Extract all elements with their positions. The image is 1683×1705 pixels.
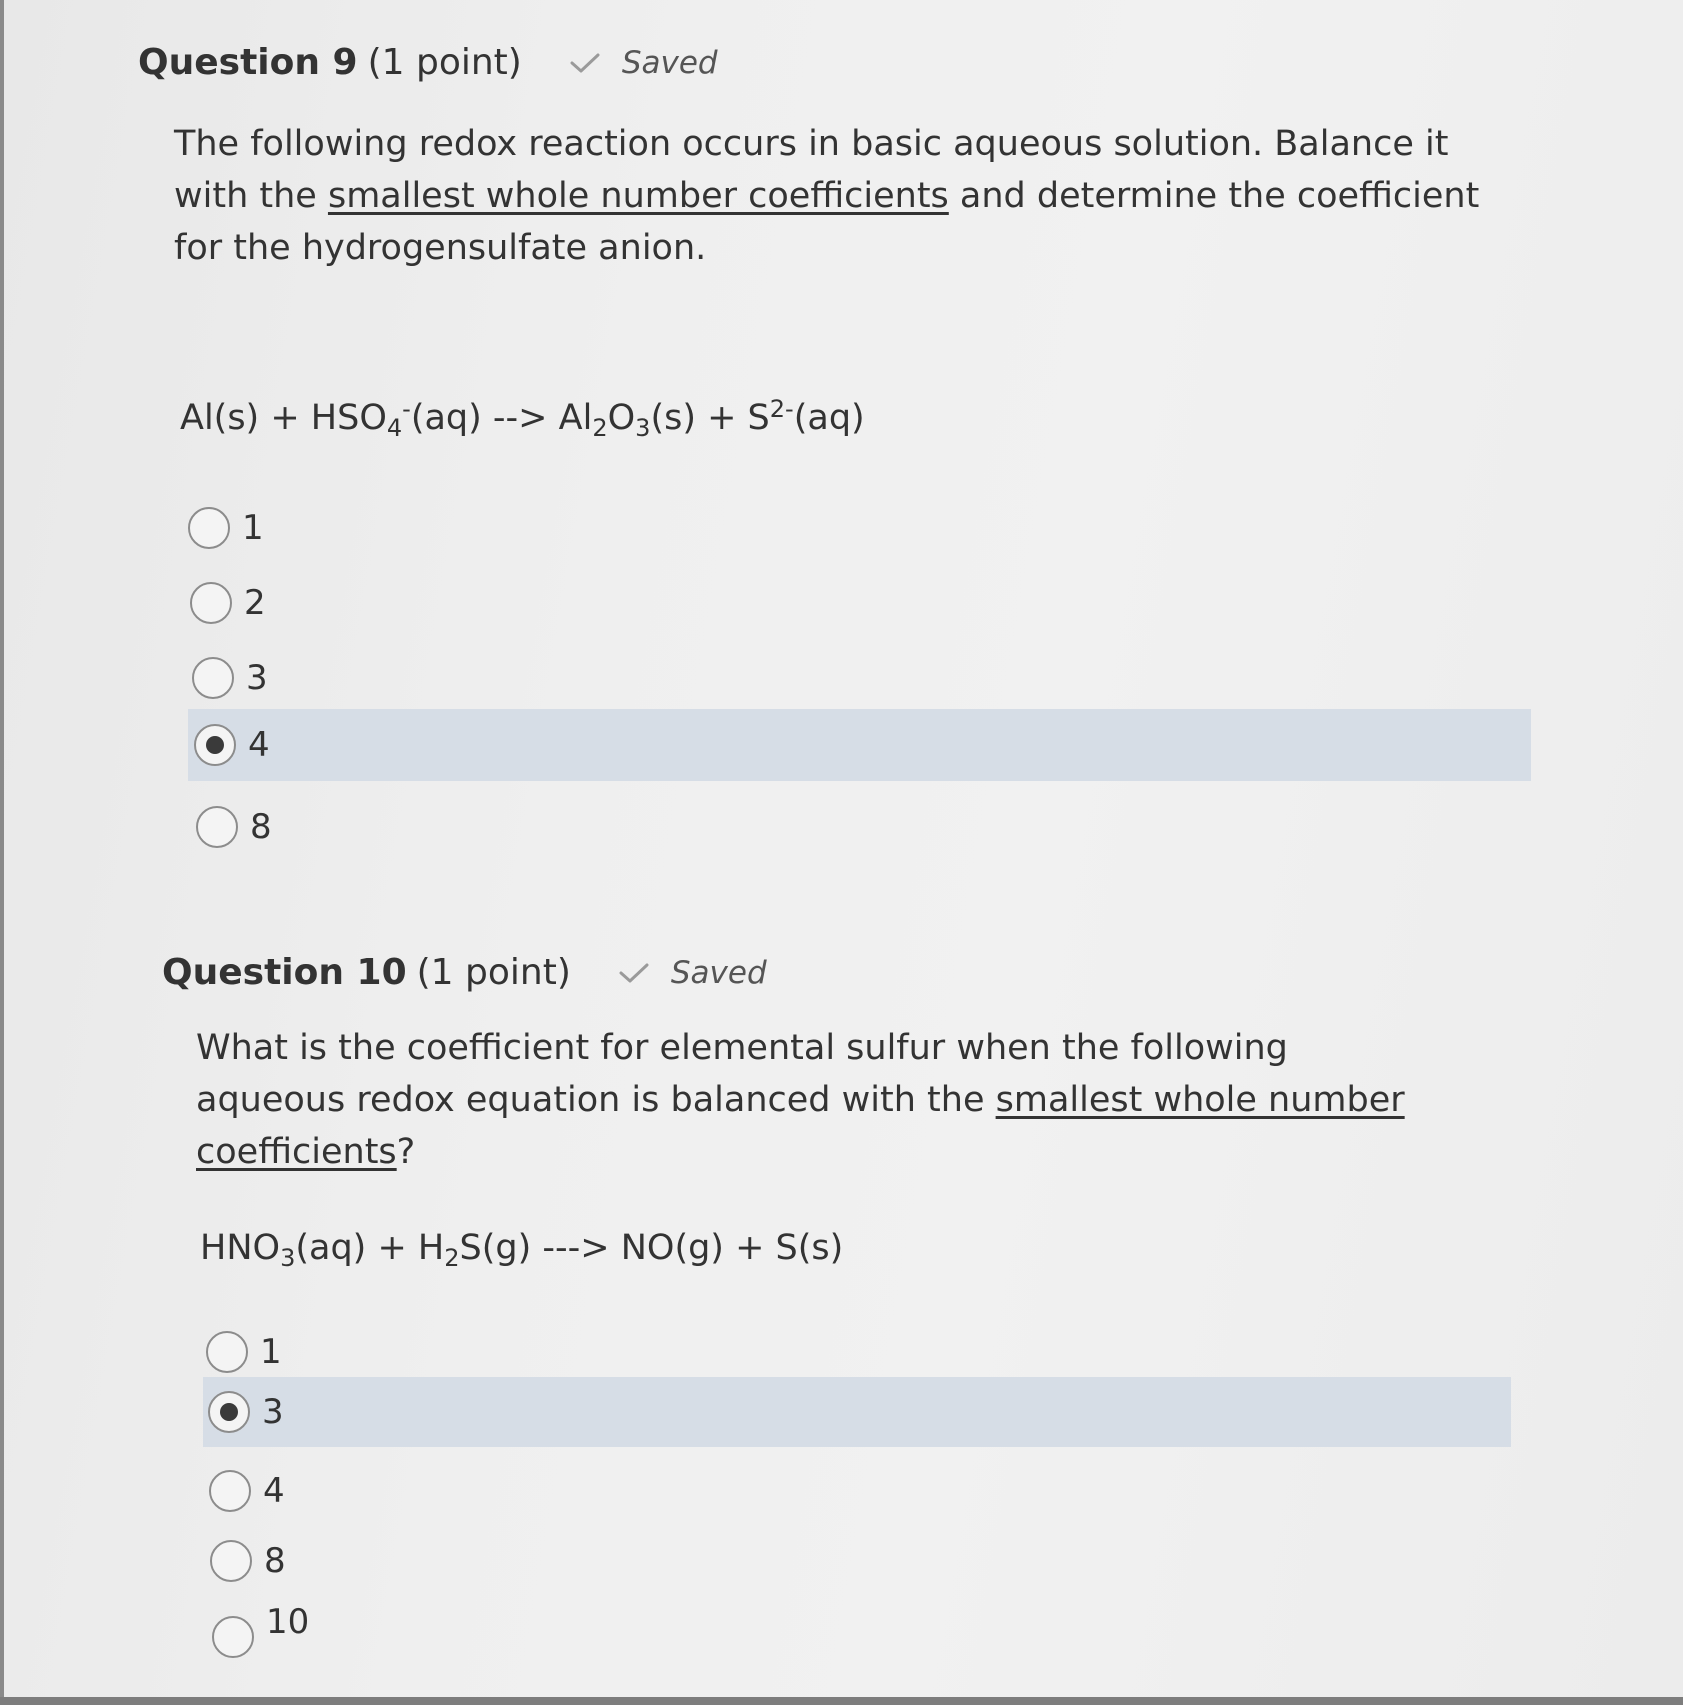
checkmark-icon [570,52,600,74]
radio-dot-icon [220,1403,238,1421]
radio-button[interactable] [188,507,230,549]
option-label: 8 [264,1541,286,1581]
question-10-header [162,952,767,993]
question-10-option-1[interactable] [206,1322,506,1382]
question-9-text [174,118,1524,274]
option-label: 8 [250,807,272,847]
saved-label: Saved [670,955,767,991]
question-9-option-5[interactable] [196,797,496,857]
question-9-text-part1: The following redox reaction occurs in basic aqueous solution. Balance it with the [174,124,1449,216]
radio-button[interactable] [192,657,234,699]
option-label: 1 [242,508,264,548]
question-10-text-underlined: smallest whole number coefficients [196,1080,1405,1172]
option-label: 1 [260,1332,282,1372]
question-10-option-5[interactable] [212,1602,512,1662]
option-label: 3 [262,1392,284,1432]
question-10-option-4[interactable] [210,1531,510,1591]
radio-button[interactable] [196,806,238,848]
radio-button[interactable] [210,1540,252,1582]
checkmark-icon [619,962,649,984]
question-10-points: (1 point) [416,952,571,993]
question-9-points: (1 point) [367,42,522,83]
window-left-edge [0,0,4,1705]
question-9-header [138,42,718,83]
question-9-text-underlined: smallest whole number coefficients [327,176,949,216]
question-10-option-2[interactable] [203,1377,1511,1447]
option-label: 10 [266,1602,310,1642]
question-10-text-part1: What is the coefficient for elemental sulfur when the following aqueous redox equation is balanced with the [196,1028,1288,1120]
question-10-title: Question 10 [162,952,407,993]
question-10-text [196,1022,1446,1178]
radio-button[interactable] [209,1470,251,1512]
radio-button[interactable] [190,582,232,624]
question-10-equation: $HNO_3(aq) + H_2S(g)$ ---> NO(g) + S(s) [200,1228,844,1272]
option-label: 4 [263,1471,285,1511]
question-9-option-4[interactable] [188,709,1531,781]
option-label: 3 [246,658,268,698]
radio-button-selected[interactable] [208,1391,250,1433]
option-label: 4 [248,725,270,765]
option-label: 2 [244,583,266,623]
window-bottom-edge [0,1697,1683,1705]
question-9-option-2[interactable] [190,573,490,633]
question-9-text-part2: and determine the coefficient for the hydrogensulfate anion. [174,176,1480,268]
question-9-equation: $Al(s) + HSO_4^-(aq)$ --> $Al_2O_3(s) + S^{2-}(aq)$ [180,395,865,442]
radio-button[interactable] [212,1616,254,1658]
radio-button-selected[interactable] [194,724,236,766]
question-9-title: Question 9 [138,42,358,83]
radio-button[interactable] [206,1331,248,1373]
question-10-saved-status [619,955,767,991]
question-9-option-1[interactable] [188,498,488,558]
saved-label: Saved [621,45,718,81]
question-9-option-3[interactable] [192,648,492,708]
question-9-saved-status [570,45,718,81]
radio-dot-icon [206,736,224,754]
question-10-text-part2: ? [396,1132,416,1172]
question-10-option-3[interactable] [209,1461,509,1521]
